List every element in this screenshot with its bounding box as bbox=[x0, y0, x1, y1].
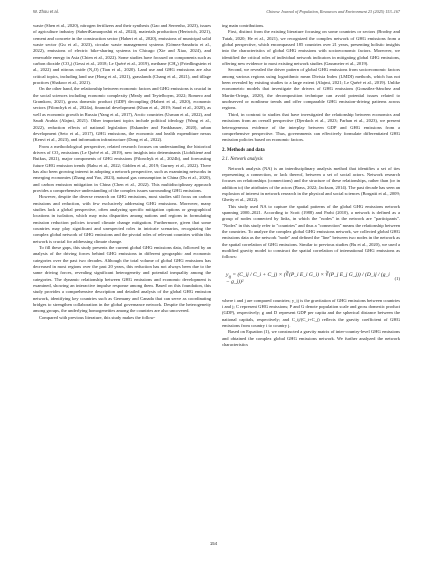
right-column bbox=[222, 23, 400, 533]
paragraph: waste (Shen et al., 2020), nitrogen fertilizers and their synthesis (Gao and Serrenho, 2023), issues of agriculture industry (SaberiKamarposhti et al., 2024), materials production (Hertwich, 2021), cement and concrete in the construction sector (Habert et al., 2020), emissions of municipal solid waste sector (Gu et al., 2023), circular waste management systems (Gómez-Sanabria et al., 2022), emissions of electric bike-sharing systems in Chicago (Xie and Xiao, 2024), and renewable energy in Asia (Chien et al., 2022). Some studies have focused on components such as carbon dioxide (CO₂) (Gessi et al., 2018; Le Quéré et al., 2019), methane (CH₄) (Friedlingstein et al., 2022) and nitrous oxide (N₂O) (Tian et al., 2020). Land use and GHG emissions are also critical topics, including land use (Hong et al., 2021), grasslands (Chang et al., 2021), and tillage practices (Shakoor et al., 2021). bbox=[33, 23, 211, 86]
paragraph: From a methodological perspective, related research focuses on understanding the historical drivers of CO₂ emissions (Le Quéré et al., 2019), new insights into determinants (Liobikienė and Butkus, 2021), major components of GHG emissions (Filonchyk et al., 2024b), and forecasting future GHG emission trends (Rahu et al., 2022; Gidden et al., 2019; Gurney et al., 2022). There has also been growing interest in adopting a network perspective, such as examining networks in emerging economies (Zhang and Yao, 2023), natural gas consumption in China (Du et al., 2020), and carbon emission mitigation in China (Chen et al., 2022). This multidisciplinary approach provides a comprehensive understanding of the complex issues surrounding GHG emissions. bbox=[33, 143, 211, 193]
equation-lhs: y bbox=[226, 272, 229, 279]
paragraph: Third, in contrast to studies that have investigated the relationship between economics and emissions from an overall perspective (Djerdach et al., 2023; Farhan et al., 2023), we present heterogeneous evidence of the interplay between GDP and GHG emissions from a comprehensive perspective. Thus, governments can effectively formulate differentiated GHG emission policies based on economic factors. bbox=[222, 111, 400, 143]
equation-lhs-subscript: ij bbox=[228, 274, 231, 280]
header-authors: W. Zhou et al. bbox=[33, 8, 59, 14]
header-journal: Chinese Journal of Population, Resources and Environment 23 (2025) 153–167 bbox=[266, 8, 400, 14]
running-header bbox=[33, 6, 400, 16]
subsection-heading: 2.1. Network analysis bbox=[222, 156, 263, 162]
paragraph: Second, we revealed the driver pattern of global GHG emissions from socioeconomic factors among various regions using logarithmic mean Divisia Index (LMDI) methods, which has not been revealed by existing studies to a large extent (Alajmi, 2021; Le Quéré et al., 2019). Unlike econometric models that investigate the drivers of GHG emissions (González-Sánchez and Martín-Ortega, 2020), the decomposition technique can avoid potential issues related to unobserved or nonlinear trends and offer comparable GHG emission-driving patterns across regions. bbox=[222, 67, 400, 111]
equation-1 bbox=[222, 264, 400, 294]
paragraph: On the other hand, the relationship between economic factors and GHG emissions is crucial in the social sciences including economic complexity (Mealy and Teytelboym, 2022; Romero and Gramkow, 2021), gross domestic product (GDP) decoupling (Habert et al., 2020), economic sectors (Filonchyk et al., 2024a), financial development (Khan et al., 2019; Saud et al., 2020), as well as economic growth in Russia (Yang et al., 2017), Arctic countries (Usman et al., 2022), and Saudi Arabia (Alajmi, 2021). Other important topics include political ideology (Wang et al., 2022), reduction effects of national legislation (Eskander and Fankhauser, 2020), urban development (Seto et al., 2017), GHG emissions, the economic and health expenditure nexus (Kenvi et al., 2023), and information infrastructure (Dong et al., 2022). bbox=[33, 86, 211, 143]
left-column bbox=[33, 23, 211, 533]
paragraph: Network analysis (NA) is an interdisciplinary analysis method that identifies a set of ties representing a connection, or lack thereof, between a set of social actors. Network research focuses on relationships (connections) and the structure of these relationships, rather than (or in addition to) the attributes of the actors (Brass, 2022; Jackson, 2014). The past decade has seen an explosion of interest in network research in the physical and social sciences (Borgatti et al., 2009; Ghetty et al., 2022). bbox=[222, 165, 400, 203]
paragraph: Based on Equation (1), we constructed a gravity matrix of inter-country-level GHG emissions and obtained the complex global GHG emissions network. We further analyzed the network characteristics bbox=[222, 329, 400, 348]
equation-number: (1) bbox=[394, 276, 400, 282]
equation-expression bbox=[222, 272, 395, 285]
paragraph: This study used NA to capture the spatial patterns of the global GHG emissions network spanning 2000–2021. According to Scott (1988) and Parhi (2010), a network is defined as a group of nodes connected by links, in which the "nodes" in the network are "participants". "Nodes" in this study refer to "countries" and thus a "connection" means the relationship between the countries. To analyze the complex global GHG emissions network, we collected global GHG emissions data as the network "node" and defined the "line" between two nodes in the network as the spatial correlation of GHG emissions. Similar to previous studies (Bu et al., 2020), we used a modified gravity model to construct the spatial correlation of international GHG emissions as follows: bbox=[222, 203, 400, 260]
equation-rhs: = (C_ij / C_i + C_j) × (∛(P_i E_i G_i) × ∛(P_j E_j G_j)) / (D_ij / (g_i − g_j))² bbox=[226, 272, 390, 286]
paragraph: To fill these gaps, this study presents the current global GHG emissions data, followed by an analysis of the driving forces behind GHG emissions in different geographic and economic categories over the past two decades. Although the total volume of global GHG emissions has decreased in most regions over the past 20 years, this reduction has not always been due to the same driving forces, revealing significant heterogeneity and potential inequality among the categories. The dynamic relationship between GHG emissions and economic development is examined, showing an interactive impulse response among them. Based on this foundation, this study provides a comprehensive description and detailed analysis of the global GHG emission network, identifying key countries such as Germany and Canada that can serve as coordinating bridges to strengthen collaboration in the global governance network. Despite the heterogeneity among groups, the underlying homogeneities among the countries are also uncovered. bbox=[33, 245, 211, 314]
paragraph: First, distinct from the existing literature focusing on some countries or sectors (Brodny and Tutak, 2020; He et al., 2021), we recognized the complex network of GHG emissions from a global perspective, which encompassed 185 countries over 21 years, presenting holistic insights into the characteristics of global GHG emissions with socioeconomic factors. Moreover, we identified the critical roles of individual network indicators in mitigating global GHG emissions, offering new evidence to most existing network studies (Gassmeier et al., 2019). bbox=[222, 29, 400, 67]
paragraph: However, despite the diverse research on GHG emissions, most studies still focus on carbon emissions and reduction, with few exclusively addressing GHG emissions. Moreover, many studies lack a global perspective, often analyzing specific mitigation options or geographical locations in isolation, which may miss disparities among nations and regions in formulating emission reduction policies toward climate change mitigation. Furthermore, given that some countries may play significant and unexpected roles in intricate scenarios, recognizing the complex global network of GHG emissions and the pivotal roles of relevant countries within this network is crucial for addressing climate change. bbox=[33, 194, 211, 244]
paragraph: Compared with previous literature, this study makes the follow- bbox=[39, 314, 156, 320]
page-number: 154 bbox=[209, 541, 218, 546]
section-heading: 2. Methods and data bbox=[222, 147, 265, 153]
two-column-body bbox=[33, 23, 400, 533]
paragraph: ing main contributions. bbox=[222, 23, 265, 28]
paragraph: where i and j are compared countries; y_ij is the gravitation of GHG emissions between countries i and j; C represent GHG emissions; P and G denote population scale and gross domestic product (GDP), respectively; g and D represent GDP per capita and the spherical distance between the national capitals, respectively; and C_ij/(C_i+C_j) reflects the gravity coefficient of GHG emissions from country i to country j. bbox=[222, 297, 400, 329]
